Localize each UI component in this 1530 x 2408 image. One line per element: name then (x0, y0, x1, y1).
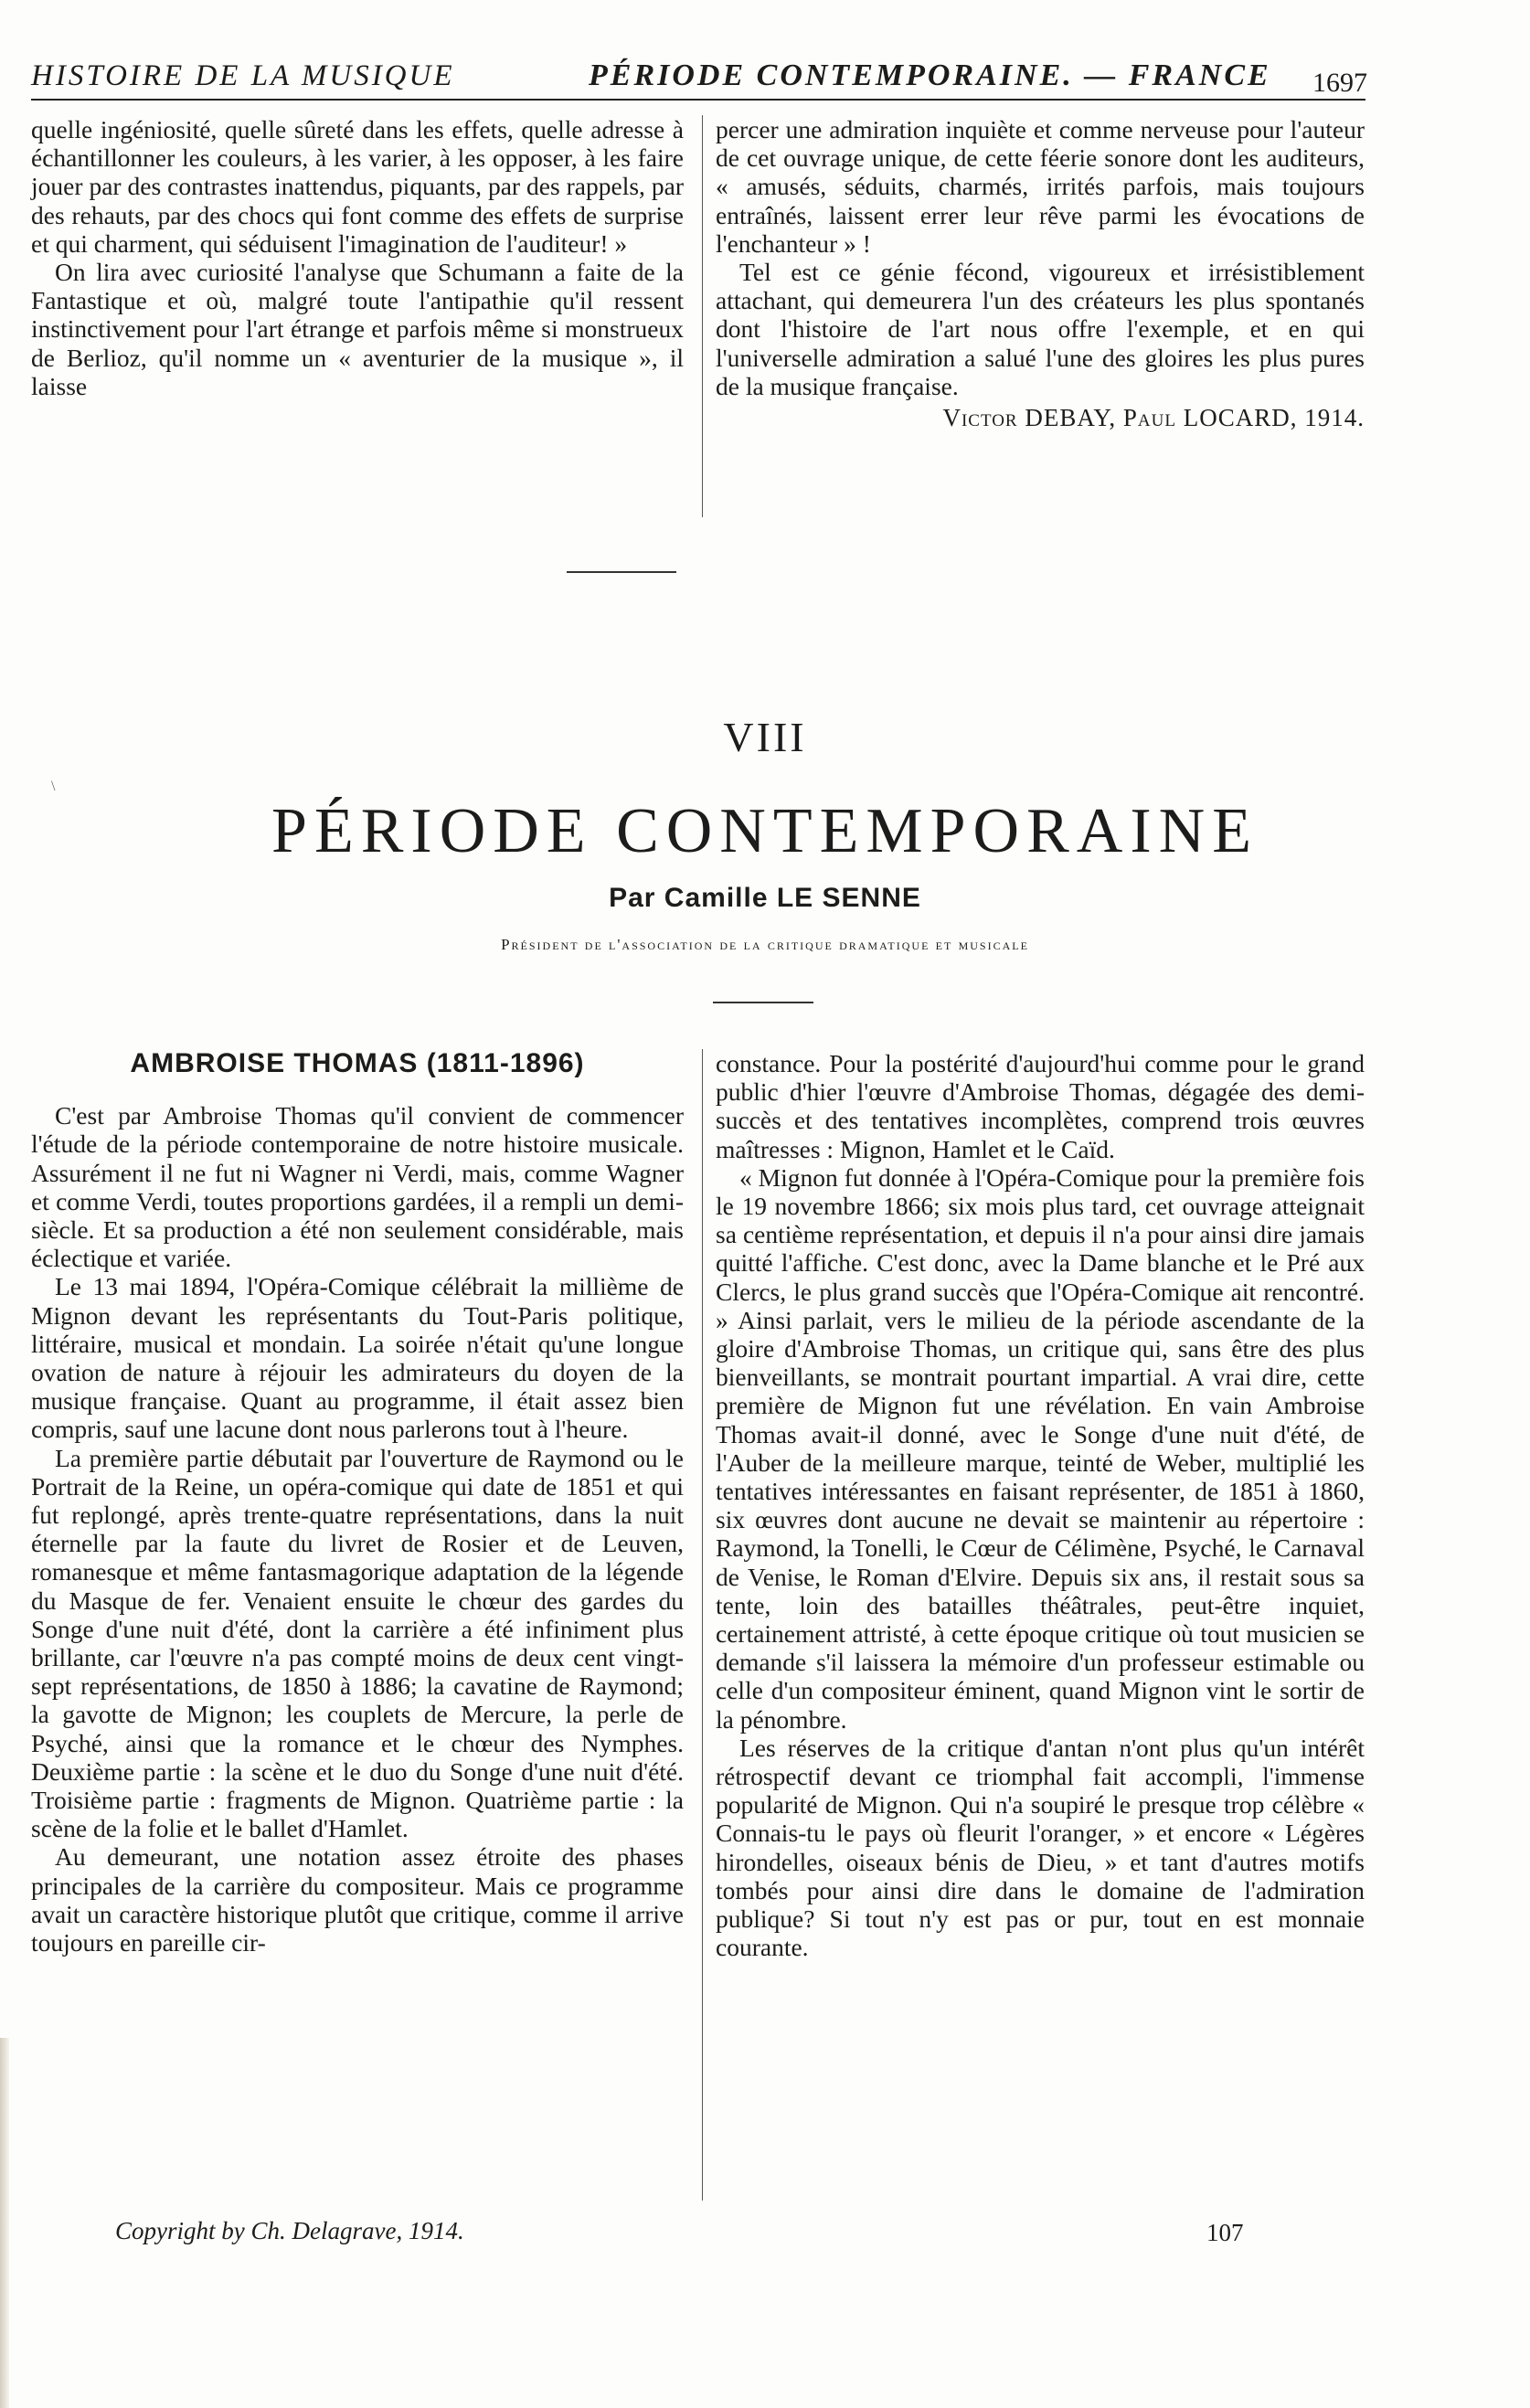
section-title: AMBROISE THOMAS (1811-1896) (130, 1048, 585, 1078)
top-right-paragraph-2: Tel est ce génie fécond, vigoureux et irrésistiblement attachant, qui demeurera l'un des créateurs les plus spontanés dont l'histoire de l'art nous offre l'exemple, et en qui l'universelle admiration a salué l'une des gloires les plus pures de la musique française. (716, 258, 1365, 400)
signature: Victor DEBAY, Paul LOCARD, 1914. (942, 404, 1365, 432)
running-head-page-number: 1697 (1312, 68, 1367, 98)
footer-page-number: 107 (1206, 2219, 1244, 2246)
page-binding-shadow (0, 2038, 9, 2408)
running-head-center: PÉRIODE CONTEMPORAINE. — FRANCE (589, 58, 1271, 92)
running-head (31, 58, 1365, 101)
chapter-title: PÉRIODE CONTEMPORAINE (271, 796, 1259, 866)
top-right-paragraph-1: percer une admiration inquiète et comme nerveuse pour l'auteur de cet ouvrage unique, de cette féerie sonore dont les auditeurs, « amusés, séduits, charmés, irrités parfois, mais toujours entraînés, laissent errer leur rêve parmi les évocations de l'enchanteur » ! (716, 115, 1365, 258)
section-left-column (31, 1049, 684, 1957)
section-left-paragraph-3: La première partie débutait par l'ouverture de Raymond ou le Portrait de la Reine, un opéra-comique qui date de 1851 et qui fut replongé, après trente-quatre représentations, dans la nuit éternelle par la faute du livret de Rosier et de Leuven, romanesque et même fantasmagorique adaptation de la légende du Masque de fer. Venaient ensuite le chœur des gardes du Songe d'une nuit d'été, dont la carrière a été infiniment plus brillante, car l'œuvre n'a pas compté moins de deux cent vingt-sept représentations, de 1850 à 1886; la cavatine de Raymond; la gavotte de Mignon; les couplets de Mercure, la perle de Psyché, ainsi que la romance et le chœur des Nymphes. Deuxième partie : la scène et le duo du Songe d'une nuit d'été. Troisième partie : fragments de Mignon. Quatrième partie : la scène de la folie et le ballet d'Hamlet. (31, 1443, 684, 1843)
top-left-paragraph-2: On lira avec curiosité l'analyse que Schumann a faite de la Fantastique et où, malgré toute l'antipathie qu'il ressent instinctivement pour l'art étrange et parfois même si monstrueux de Berlioz, qu'il nomme un « aventurier de la musique », il laisse (31, 258, 684, 400)
section-left-paragraph-1: C'est par Ambroise Thomas qu'il convient de commencer l'étude de la période contemporaine de notre histoire musicale. Assurément il ne fut ni Wagner ni Verdi, mais, comme Wagner et comme Verdi, toutes proportions gardées, il a rempli un demi-siècle. Et sa production a été non seulement considérable, mais éclectique et variée. (31, 1101, 684, 1273)
chapter-number: VIII (723, 714, 807, 760)
footer-copyright: Copyright by Ch. Delagrave, 1914. (115, 2217, 464, 2244)
section-separator-rule (567, 571, 676, 573)
section-right-paragraph-2: « Mignon fut donnée à l'Opéra-Comique pour la première fois le 19 novembre 1866; six mois plus tard, cet ouvrage atteignait sa centième représentation, et depuis il n'a pour ainsi dire jamais quitté l'affiche. C'est donc, avec la Dame blanche et le Pré aux Clercs, le plus grand succès que l'Opéra-Comique ait rencontré. » Ainsi parlait, vers le milieu de la période ascendante de la gloire d'Ambroise Thomas, un critique qui, sans être des plus bienveillants, se montrait pourtant impartial. A vrai dire, cette première de Mignon fut une révélation. En vain Ambroise Thomas avait-il donné, avec le Songe d'une nuit d'été, de l'Auber de la meilleure marque, teinté de Weber, multiplié les tentatives intéressantes en faisant représenter, de 1851 à 1860, six œuvres dont aucune ne devait se maintenir au répertoire : Raymond, la Tonelli, le Cœur de Célimène, Psyché, le Carnaval de Venise, le Roman d'Elvire. Depuis six ans, il restait sous sa tente, loin des batailles théâtrales, peut-être inquiet, certainement attristé, à cette époque critique où tout musicien se demande s'il laissera la mémoire d'un professeur estimable ou celle d'un compositeur éminent, quand Mignon vint le sortir de la pénombre. (716, 1162, 1365, 1734)
section-column-divider (702, 1049, 703, 2201)
stray-mark: \ (51, 779, 56, 794)
top-column-divider (702, 115, 703, 517)
author-role: Président de l'association de la critique dramatique et musicale (501, 936, 1029, 953)
section-left-paragraph-4: Au demeurant, une notation assez étroite des phases principales de la carrière du compositeur. Mais ce programme avait un caractère historique plutôt que critique, comme il arrive toujours en pareille cir- (31, 1842, 684, 1957)
chapter-separator-rule (713, 1002, 813, 1003)
top-left-column (31, 115, 684, 400)
top-left-paragraph-1: quelle ingéniosité, quelle sûreté dans les effets, quelle adresse à échantillonner les couleurs, à les varier, à les opposer, à les faire jouer par des contrastes inattendus, piquants, par des rappels, par des rehauts, par des chocs qui font comme des effets de surprise et qui charment, qui séduisent l'imagination de l'auditeur! » (31, 115, 684, 258)
section-left-paragraph-2: Le 13 mai 1894, l'Opéra-Comique célébrait la millième de Mignon devant les représentants du Tout-Paris politique, littéraire, musical et mondain. La soirée n'était qu'une longue ovation de nature à réjouir les admirateurs du doyen de la musique française. Quant au programme, il était assez bien compris, sauf une lacune dont nous parlerons tout à l'heure. (31, 1272, 684, 1444)
running-head-left: HISTOIRE DE LA MUSIQUE (31, 59, 455, 92)
section-right-paragraph-3: Les réserves de la critique d'antan n'ont plus qu'un intérêt rétrospectif devant ce triomphal fait accompli, l'immense popularité de Mignon. Qui n'a soupiré le presque trop célèbre « Connais-tu le pays où fleurit l'oranger, » et encore « Légères hirondelles, oiseaux bénis de Dieu, » et tant d'autres motifs tombés pour ainsi dire dans le domaine de l'admiration publique? Si tout n'y est pas or pur, tout en est monnaie courante. (716, 1733, 1365, 1962)
top-right-column (716, 115, 1365, 432)
section-right-paragraph-1: constance. Pour la postérité d'aujourd'hui comme pour le grand public d'hier l'œuvre d'Ambroise Thomas, dégagée des demi-succès et des tentatives incomplètes, comprend trois œuvres maîtresses : Mignon, Hamlet et le Caïd. (716, 1049, 1365, 1163)
chapter-byline: Par Camille LE SENNE (609, 883, 921, 913)
section-right-column (716, 1049, 1365, 1962)
